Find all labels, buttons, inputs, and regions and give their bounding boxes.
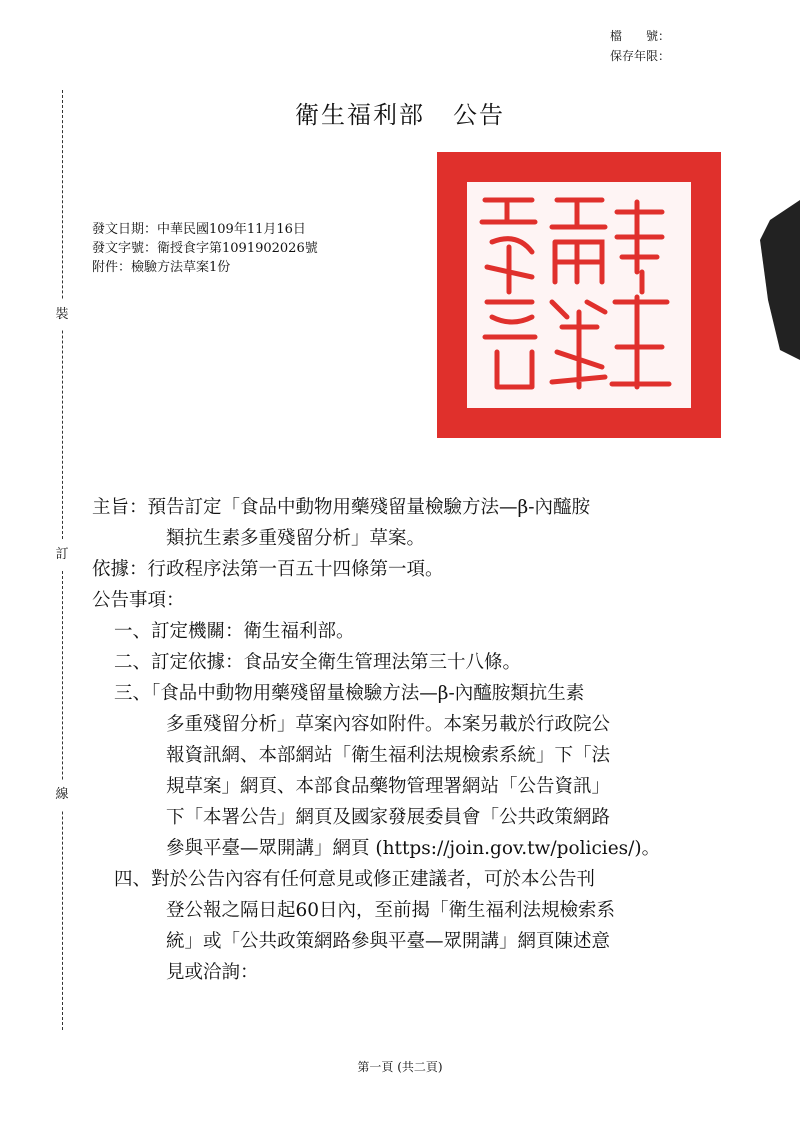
page-number: 第一頁 (共二頁): [357, 1060, 443, 1074]
page-title: [0, 95, 800, 130]
announcement-body: [92, 492, 732, 988]
issue-info: [92, 220, 318, 277]
scan-edge-mark: [760, 200, 800, 360]
subject-line-1: 主旨：預告訂定「食品中動物用藥殘留量檢驗方法—β-內醯胺: [92, 497, 590, 518]
attachment: 附件：檢驗方法草案1份: [92, 260, 231, 275]
announcement-item-4-line-3: 統」或「公共政策網路參與平臺—眾開講」網頁陳述意: [166, 931, 611, 952]
file-meta: [610, 26, 670, 66]
issue-number: 發文字號：衛授食字第1091902026號: [92, 241, 318, 256]
announcement-item-4-line-2: 登公報之隔日起60日內，至前揭「衛生福利法規檢索系: [166, 900, 616, 921]
announcement-item-1: 一、訂定機關：衛生福利部。: [114, 621, 355, 642]
title-agency: 衛生福利部: [295, 101, 425, 129]
announcement-item-2: 二、訂定依據：食品安全衛生管理法第三十八條。: [114, 652, 522, 673]
binding-char-xian: 線: [52, 780, 72, 810]
binding-char-ding: 訂: [52, 540, 72, 570]
issue-date: 發文日期：中華民國109年11月16日: [92, 222, 306, 237]
announcement-item-3-line-2: 多重殘留分析」草案內容如附件。本案另載於行政院公: [166, 714, 611, 735]
retention-period-label: 保存年限：: [610, 49, 671, 63]
announcement-item-3-line-4: 規草案」網頁、本部食品藥物管理署網站「公告資訊」: [166, 776, 611, 797]
file-number-label: 檔 號：: [610, 29, 671, 43]
official-seal-stamp: [437, 152, 721, 438]
subject-line-2: 類抗生素多重殘留分析」草案。: [166, 528, 426, 549]
basis-line: 依據：行政程序法第一百五十四條第一項。: [92, 559, 444, 580]
announcement-item-3-line-6: 參與平臺—眾開講」網頁 (https://join.gov.tw/policies/)。: [166, 838, 661, 859]
binding-char-zhuang: 裝: [52, 300, 72, 330]
announcement-item-3-line-1: 三、「食品中動物用藥殘留量檢驗方法—β-內醯胺類抗生素: [114, 683, 585, 704]
announcement-item-3-line-3: 報資訊網、本部網站「衛生福利法規檢索系統」下「法: [166, 745, 611, 766]
announcement-item-3-line-5: 下「本署公告」網頁及國家發展委員會「公共政策網路: [166, 807, 611, 828]
title-type: 公告: [453, 101, 505, 129]
announcement-item-4-line-4: 見或洽詢：: [166, 962, 259, 983]
announcement-item-4-line-1: 四、對於公告內容有任何意見或修正建議者，可於本公告刊: [114, 869, 596, 890]
announcement-heading: 公告事項：: [92, 590, 185, 611]
